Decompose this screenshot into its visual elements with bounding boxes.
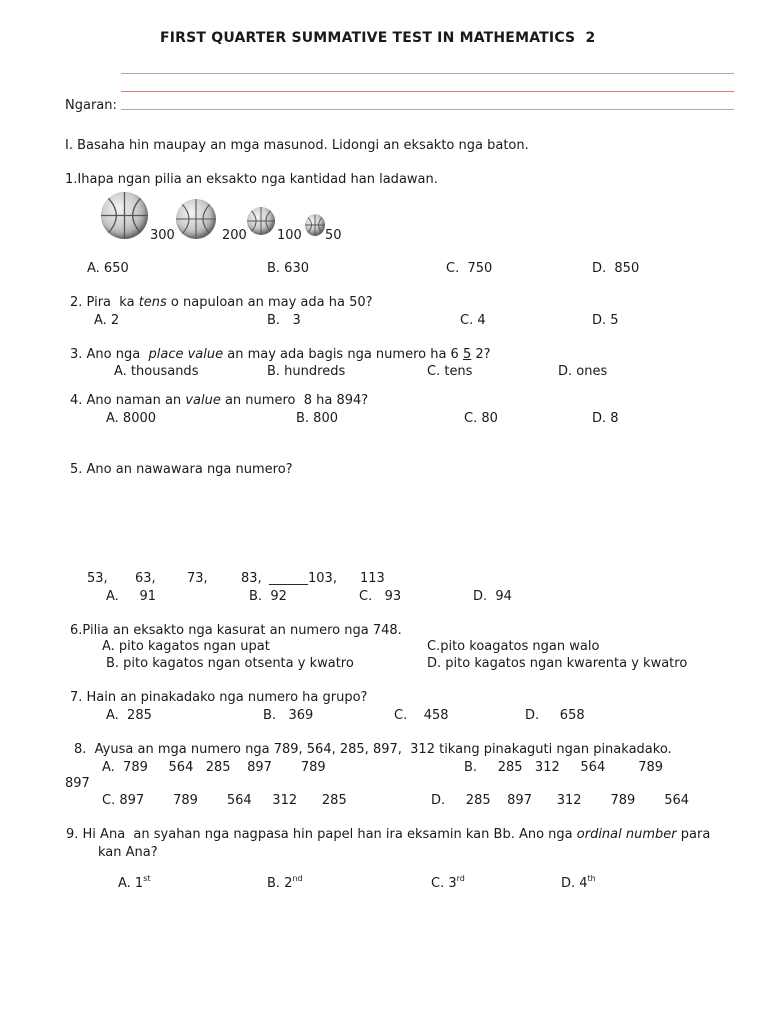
q3-choice-c[interactable]: C. tens [427,364,473,379]
q5-choice-b[interactable]: B. 92 [249,589,287,604]
basketball-icon [247,207,275,235]
q7-question: 7. Hain an pinakadako nga numero ha grupo? [70,690,368,705]
page-title: FIRST QUARTER SUMMATIVE TEST IN MATHEMATICS 2 [160,30,596,46]
q2-choice-a[interactable]: A. 2 [94,313,120,328]
q1-choice-b[interactable]: B. 630 [267,261,309,276]
ball-label: 300 [150,228,175,243]
basketball-icon [101,192,148,239]
q9-choice-c[interactable]: C. 3rd [431,874,465,891]
q6-choice-c[interactable]: C.pito koagatos ngan walo [427,639,600,654]
sequence-number: 63, [135,571,156,586]
q9-choice-d[interactable]: D. 4th [561,874,596,891]
name-field-line[interactable] [121,109,734,110]
q7-choice-a[interactable]: A. 285 [106,708,152,723]
q3-question: 3. Ano nga place value an may ada bagis nga numero ha 6 5 2? [70,347,491,362]
q5-choice-a[interactable]: A. 91 [106,589,157,604]
q1-question: 1.Ihapa ngan pilia an eksakto nga kantidad han ladawan. [65,172,438,187]
q2-choice-c[interactable]: C. 4 [460,313,486,328]
q1-choice-c[interactable]: C. 750 [446,261,493,276]
ball-label: 100 [277,228,302,243]
header-rule-blue [121,73,734,74]
q6-choice-b[interactable]: B. pito kagatos ngan otsenta y kwatro [106,656,354,671]
q5-choice-c[interactable]: C. 93 [359,589,402,604]
q3-choice-a[interactable]: A. thousands [114,364,199,379]
q9-choice-b[interactable]: B. 2nd [267,874,303,891]
q8-choice-a[interactable]: A. 789 564 285 897 789 [102,760,326,775]
q3-choice-d[interactable]: D. ones [558,364,608,379]
q5-question: 5. Ano an nawawara nga numero? [70,462,293,477]
sequence-number: 113 [360,571,385,586]
q8-choice-d[interactable]: D. 285 897 312 789 564 [431,793,690,808]
q3-choice-b[interactable]: B. hundreds [267,364,346,379]
instruction-text: I. Basaha hin maupay an mga masunod. Lidongi an eksakto nga baton. [65,138,529,153]
q6-question: 6.Pilia an eksakto nga kasurat an numero nga 748. [70,623,402,638]
q9-question-line2: kan Ana? [98,845,158,860]
q4-choice-c[interactable]: C. 80 [464,411,498,426]
q8-choice-c[interactable]: C. 897 789 564 312 285 [102,793,347,808]
q6-choice-d[interactable]: D. pito kagatos ngan kwarenta y kwatro [427,656,688,671]
name-label: Ngaran: [65,98,117,113]
basketball-icon [176,199,216,239]
q8-question: 8. Ayusa an mga numero nga 789, 564, 285, 897, 312 tikang pinakaguti ngan pinakadako. [74,742,672,757]
q8-choice-b[interactable]: B. 285 312 564 789 [464,760,664,775]
q5-choice-d[interactable]: D. 94 [473,589,512,604]
q9-question: 9. Hi Ana an syahan nga nagpasa hin papel han ira eksamin kan Bb. Ano nga ordinal number para [66,827,711,842]
q4-choice-a[interactable]: A. 8000 [106,411,157,426]
q4-question: 4. Ano naman an value an numero 8 ha 894? [70,393,369,408]
q1-choice-d[interactable]: D. 850 [592,261,640,276]
sequence-number: 73, [187,571,208,586]
q7-choice-c[interactable]: C. 458 [394,708,449,723]
ball-label: 200 [222,228,247,243]
q7-choice-d[interactable]: D. 658 [525,708,585,723]
q7-choice-b[interactable]: B. 369 [263,708,314,723]
q4-choice-b[interactable]: B. 800 [296,411,338,426]
sequence-number: 83, [241,571,262,586]
q2-choice-b[interactable]: B. 3 [267,313,301,328]
q1-choice-a[interactable]: A. 650 [87,261,129,276]
q2-question: 2. Pira ka tens o napuloan an may ada ha 50? [70,295,373,310]
basketball-icon [305,214,325,236]
sequence-number: 53, [87,571,108,586]
ball-label: 50 [325,228,342,243]
q6-choice-a[interactable]: A. pito kagatos ngan upat [102,639,270,654]
header-rule-red [121,91,734,92]
q2-choice-d[interactable]: D. 5 [592,313,619,328]
q9-choice-a[interactable]: A. 1st [118,874,151,891]
sequence-blank[interactable]: ______103, [269,571,337,586]
q4-choice-d[interactable]: D. 8 [592,411,619,426]
q8-choice-b-wrap: 897 [65,776,90,791]
